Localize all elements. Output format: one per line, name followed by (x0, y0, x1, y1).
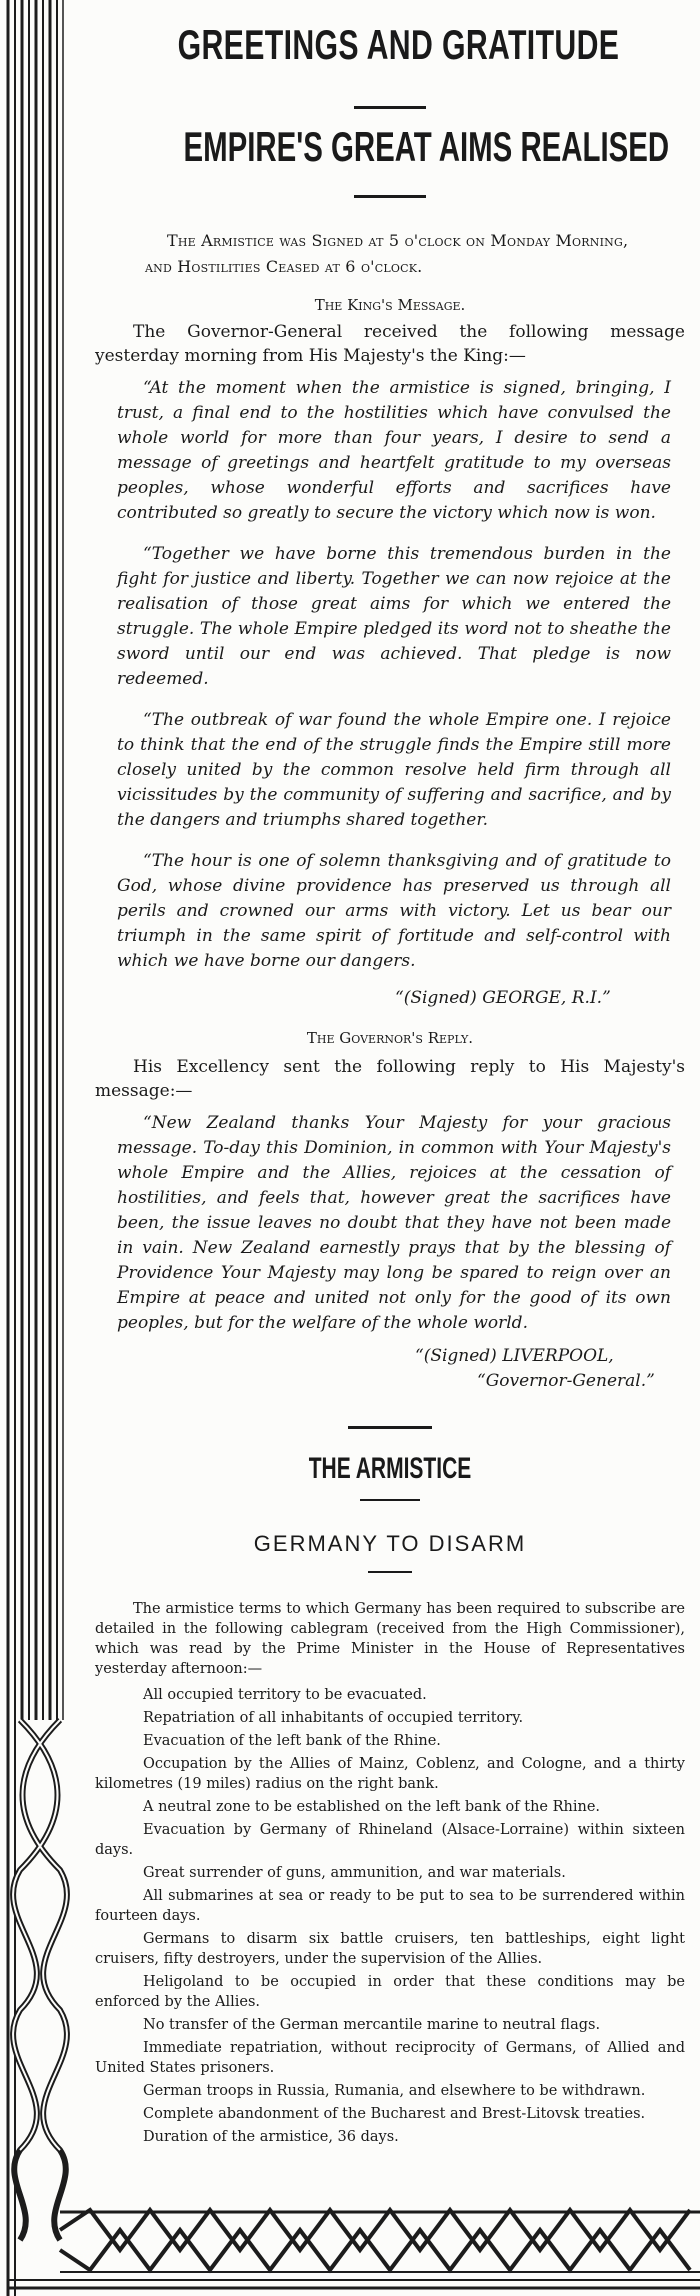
divider (360, 1499, 420, 1501)
subheadline: EMPIRE'S GREAT AIMS REALISED (183, 123, 670, 170)
governor-intro: The Governor-General received the following message yesterday morning from His Majesty's the King:— (95, 322, 685, 366)
list-item: Duration of the armistice, 36 days. (143, 2129, 399, 2145)
reply-signature-title: “Governor-General.” (477, 1371, 655, 1391)
list-item: German troops in Russia, Rumania, and elsewhere to be withdrawn. (143, 2083, 646, 2099)
armistice-terms-list (95, 1685, 685, 2147)
reply-signature-name: “(Signed) LIVERPOOL, (415, 1346, 614, 1366)
armistice-headline: THE ARMISTICE (308, 1452, 472, 1485)
list-item: All submarines at sea or ready to be put to sea to be surrendered within fourteen days. (95, 1888, 685, 1924)
article-column (95, 0, 685, 2150)
king-signature: “(Signed) GEORGE, R.I.” (395, 988, 611, 1008)
hostilities-ceased-line: and Hostilities Ceased at 6 o'clock. (145, 257, 423, 276)
list-item: No transfer of the German mercantile marine to neutral flags. (143, 2017, 601, 2033)
intro-block (95, 228, 685, 280)
king-paragraph: “The hour is one of solemn thanksgiving and of gratitude to God, whose divine providence has preserved us through all perils and crowned our arms with victory. Let us bear our triumph in the same spirit of fortitude and self-control with which we have borne our dangers. (117, 851, 671, 971)
kings-message-heading: The King's Message. (314, 296, 466, 314)
armistice-signed-line: The Armistice was Signed at 5 o'clock on Monday Morning, (167, 231, 629, 250)
list-item: Evacuation of the left bank of the Rhine. (143, 1733, 441, 1749)
king-paragraph: “The outbreak of war found the whole Empire one. I rejoice to think that the end of the struggle finds the Empire still more closely united by the common resolve held firm through all vicissitudes by the community of suffering and sacrifice, and by the dangers and triumphs shared together. (117, 710, 671, 830)
divider (354, 195, 426, 198)
list-item: Complete abandonment of the Bucharest and Brest-Litovsk treaties. (143, 2106, 646, 2122)
list-item: Germans to disarm six battle cruisers, ten battleships, eight light cruisers, fifty destroyers, under the supervision of the Allies. (95, 1931, 685, 1967)
divider (354, 106, 426, 109)
list-item: A neutral zone to be established on the left bank of the Rhine. (143, 1799, 601, 1815)
divider (368, 1571, 412, 1573)
page-title: GREETINGS AND GRATITUDE (177, 21, 620, 68)
list-item: All occupied territory to be evacuated. (143, 1687, 427, 1703)
list-item: Evacuation by Germany of Rhineland (Alsace-Lorraine) within sixteen days. (95, 1822, 685, 1858)
king-paragraph: “At the moment when the armistice is signed, bringing, I trust, a final end to the hostilities which have convulsed the whole world for more than four years, I desire to send a message of greetings and heartfelt gratitude to my overseas peoples, whose wonderful efforts and sacrifices have contributed so greatly to secure the victory which now is won. (117, 378, 671, 523)
list-item: Great surrender of guns, ammunition, and war materials. (143, 1865, 566, 1881)
list-item: Repatriation of all inhabitants of occupied territory. (143, 1710, 524, 1726)
list-item: Occupation by the Allies of Mainz, Coblenz, and Cologne, and a thirty kilometres (19 miles) radius on the right bank. (95, 1756, 685, 1792)
list-item: Immediate repatriation, without reciprocity of Germans, of Allied and United States prisoners. (95, 2040, 685, 2076)
reply-text: “New Zealand thanks Your Majesty for your gracious message. To-day this Dominion, in common with Your Majesty's whole Empire and the Allies, rejoices at the cessation of hostilities, and feels that, however great the sacrifices have been, the issue leaves no doubt that they have not been made in vain. New Zealand earnestly prays that by the blessing of Providence Your Majesty may long be spared to reign over an Empire at peace and united not only for the good of its own peoples, but for the welfare of the whole world. (117, 1113, 671, 1333)
armistice-intro: The armistice terms to which Germany has been required to subscribe are detailed in the following cablegram (received from the High Commissioner), which was read by the Prime Minister in the House of Representatives yesterday afternoon:— (95, 1601, 685, 1677)
list-item: Heligoland to be occupied in order that these conditions may be enforced by the Allies. (95, 1974, 685, 2010)
governor-reply-heading: The Governor's Reply. (306, 1029, 474, 1047)
reply-intro: His Excellency sent the following reply to His Majesty's message:— (95, 1057, 685, 1101)
armistice-subheadline: GERMANY TO DISARM (253, 1531, 527, 1556)
king-paragraph: “Together we have borne this tremendous burden in the fight for justice and liberty. Together we can now rejoice at the realisation of those great aims for which we entered the struggle. The whole Empire pledged its word not to sheathe the sword until our end was achieved. That pledge is now redeemed. (117, 544, 671, 689)
divider (348, 1426, 432, 1429)
